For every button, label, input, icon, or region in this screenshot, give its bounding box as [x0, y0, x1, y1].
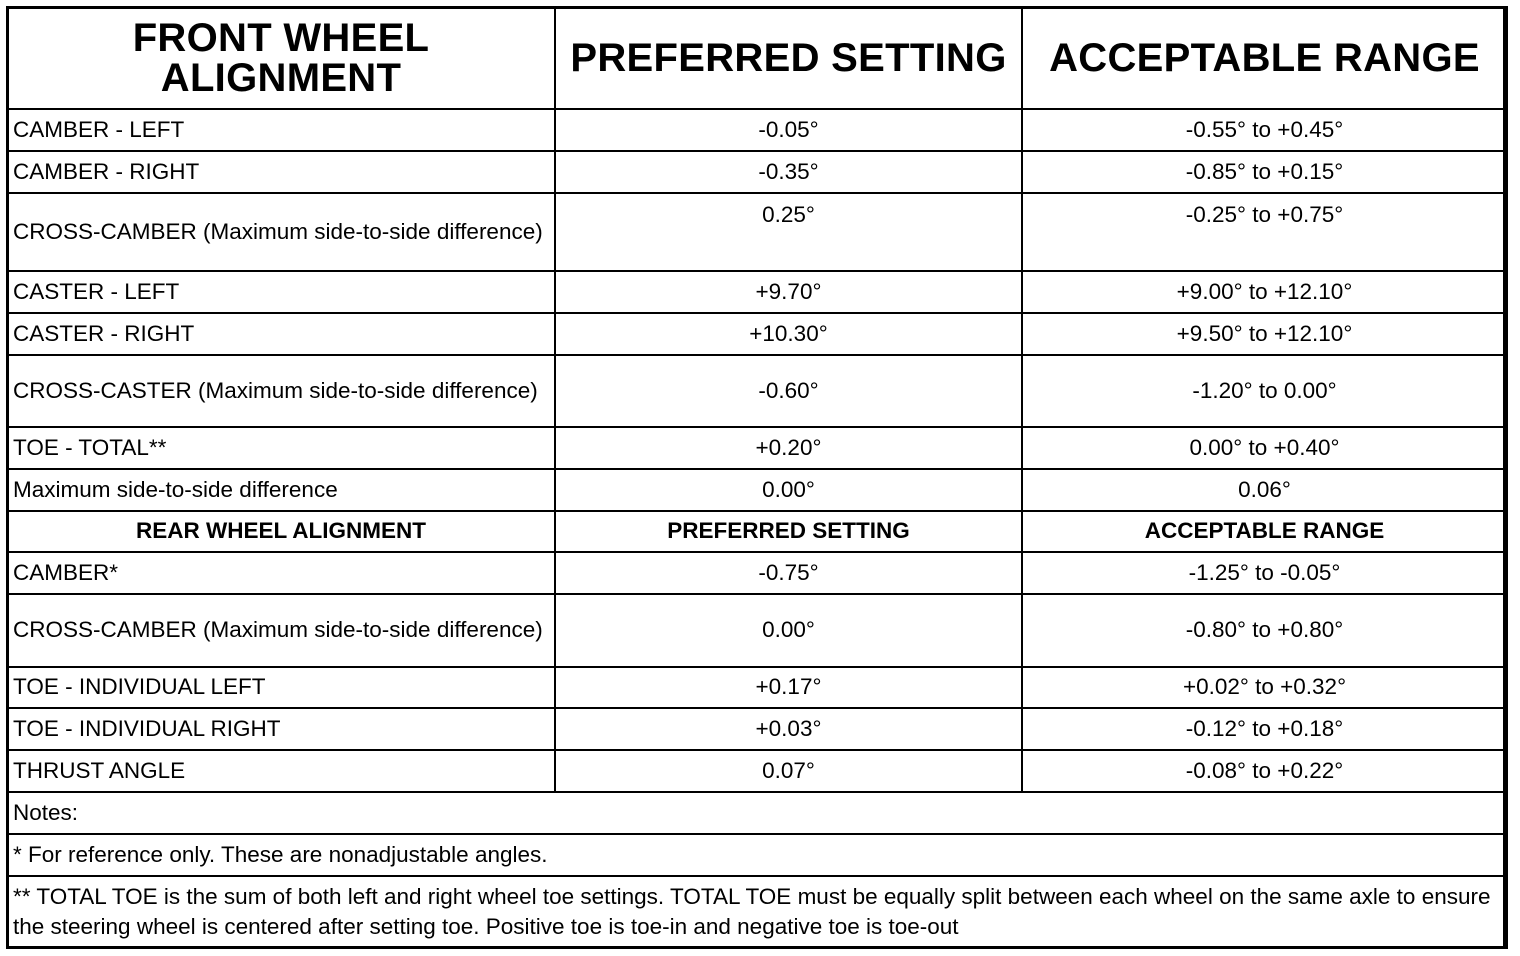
note-total-toe: ** TOTAL TOE is the sum of both left and right wheel toe settings. TOTAL TOE must be equally split between each wheel on the same axle to ensure the steering wheel is centered after setting toe. Positive toe is toe-in and negative toe is toe-out	[7, 876, 1507, 948]
notes-title: Notes:	[7, 792, 1507, 834]
front-header-title-line1: FRONT WHEEL	[132, 15, 430, 60]
row-preferred: -0.60°	[555, 355, 1022, 427]
row-preferred: -0.35°	[555, 151, 1022, 193]
row-label: CROSS-CASTER (Maximum side-to-side difference)	[7, 355, 555, 427]
row-label: CROSS-CAMBER (Maximum side-to-side difference)	[7, 193, 555, 272]
rear-header-title: REAR WHEEL ALIGNMENT	[7, 511, 555, 553]
row-label: CASTER - RIGHT	[7, 313, 555, 355]
row-label: Maximum side-to-side difference	[7, 469, 555, 511]
row-preferred: +9.70°	[555, 271, 1022, 313]
row-label: TOE - TOTAL**	[7, 427, 555, 469]
row-preferred: -0.05°	[555, 109, 1022, 151]
row-range: -0.55° to +0.45°	[1022, 109, 1507, 151]
row-range: -0.12° to +0.18°	[1022, 708, 1507, 750]
row-preferred: +10.30°	[555, 313, 1022, 355]
row-range: -0.25° to +0.75°	[1022, 193, 1507, 272]
front-header-range: ACCEPTABLE RANGE	[1022, 7, 1507, 109]
table-outer-border	[6, 6, 1506, 949]
row-range: 0.06°	[1022, 469, 1507, 511]
row-label: CASTER - LEFT	[7, 271, 555, 313]
row-range: -1.20° to 0.00°	[1022, 355, 1507, 427]
row-range: 0.00° to +0.40°	[1022, 427, 1507, 469]
front-header-preferred: PREFERRED SETTING	[555, 7, 1022, 109]
row-label: CAMBER*	[7, 552, 555, 594]
row-range: +9.50° to +12.10°	[1022, 313, 1507, 355]
row-range: +0.02° to +0.32°	[1022, 667, 1507, 709]
row-preferred: 0.25°	[555, 193, 1022, 272]
front-header-title-line2: ALIGNMENT	[160, 55, 402, 100]
row-range: +9.00° to +12.10°	[1022, 271, 1507, 313]
row-preferred: 0.00°	[555, 469, 1022, 511]
row-preferred: 0.07°	[555, 750, 1022, 792]
note-reference-only: * For reference only. These are nonadjustable angles.	[7, 834, 1507, 876]
row-label: CAMBER - LEFT	[7, 109, 555, 151]
row-label: TOE - INDIVIDUAL LEFT	[7, 667, 555, 709]
row-preferred: +0.20°	[555, 427, 1022, 469]
row-preferred: +0.17°	[555, 667, 1022, 709]
row-label: CAMBER - RIGHT	[7, 151, 555, 193]
row-range: -0.80° to +0.80°	[1022, 594, 1507, 666]
row-label: THRUST ANGLE	[7, 750, 555, 792]
row-range: -0.85° to +0.15°	[1022, 151, 1507, 193]
row-preferred: +0.03°	[555, 708, 1022, 750]
row-range: -1.25° to -0.05°	[1022, 552, 1507, 594]
row-label: CROSS-CAMBER (Maximum side-to-side difference)	[7, 594, 555, 666]
row-label: TOE - INDIVIDUAL RIGHT	[7, 708, 555, 750]
rear-header-range: ACCEPTABLE RANGE	[1022, 511, 1507, 553]
row-range: -0.08° to +0.22°	[1022, 750, 1507, 792]
rear-header-preferred: PREFERRED SETTING	[555, 511, 1022, 553]
row-preferred: -0.75°	[555, 552, 1022, 594]
row-preferred: 0.00°	[555, 594, 1022, 666]
